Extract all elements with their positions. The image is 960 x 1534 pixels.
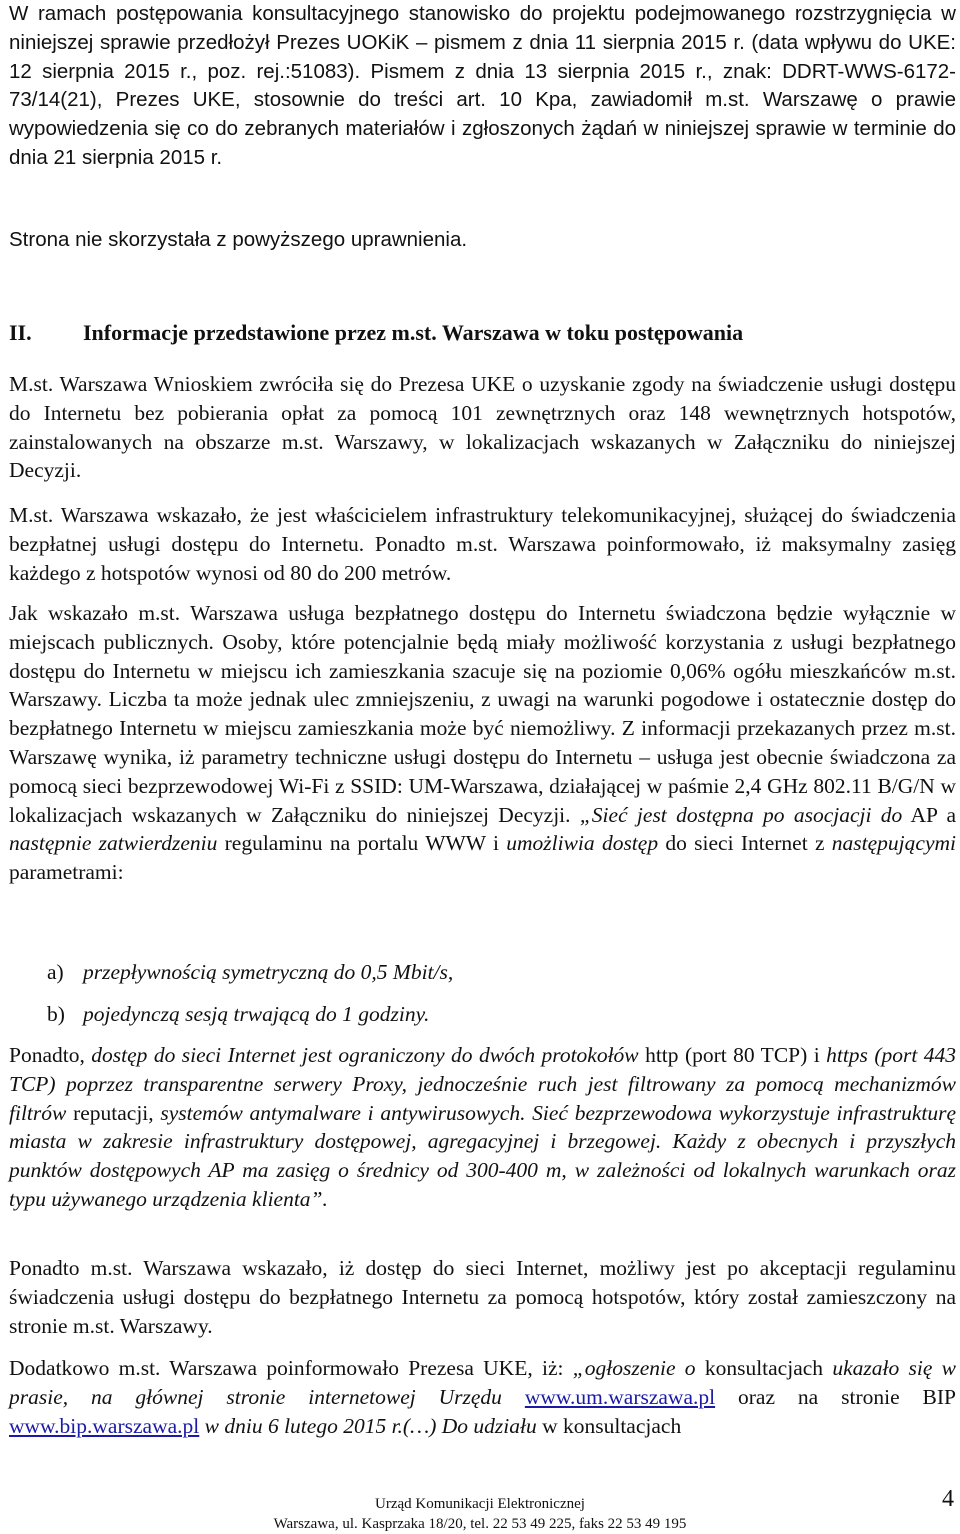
paragraph-text: Jak wskazało m.st. Warszawa usługa bezpłatnego dostępu do Internetu świadczona będzie wyłącznie w miejscach publicznych. Osoby, które potencjalnie będą miały możliwość korzystania z usługi bezpłatnego dostępu do Internetu w miejscu ich zamieszkania szacuje się na poziomie 0,06% ogółu mieszkańców m.st. Warszawy. Liczba ta może jednak ulec zmniejszeniu, z uwagi na warunki pogodowe i ostatecznie dostęp do bezpłatnego Internetu w miejscu zamieszkania może być niemożliwy. Z informacji przekazanych przez m.st. Warszawę wynika, iż parametry techniczne usługi dostępu do Internetu – usługa jest obecnie świadczona za pomocą sieci bezprzewodowej Wi-Fi z SSID: UM-Warszawa, działającej w paśmie 2,4 GHz 802.11 B/G/N w lokalizacjach wskazanych w Załączniku do niniejszej Decyzji. <box>9 601 956 827</box>
quote-text: następującymi <box>831 831 956 856</box>
paragraph-text: Dodatkowo m.st. Warszawa poinformowało Prezesa UKE, iż: <box>9 1356 573 1380</box>
page-number: 4 <box>942 1486 954 1512</box>
paragraph-application: M.st. Warszawa Wnioskiem zwróciła się do Prezesa UKE o uzyskanie zgody na świadczenie usługi dostępu do Internetu bez pobierania opłat za pomocą 101 zewnętrznych oraz 148 wewnętrznych hotspotów, zainstalowanych na obszarze m.st. Warszawy, w lokalizacjach wskazanych w Załączniku do niniejszej Decyzji. <box>9 372 956 483</box>
page-footer <box>0 1494 960 1534</box>
link-um-warszawa[interactable]: www.um.warszawa.pl <box>524 1384 716 1409</box>
paragraph-text: w konsultacjach <box>536 1413 682 1438</box>
quote-text: umożliwia dostęp <box>506 831 659 856</box>
paragraph-text: Ponadto, <box>9 1043 92 1067</box>
quote-text: https (port 443 TCP) poprzez transparentne serwery Proxy, jednocześnie ruch jest filtrowany za pomocą mechanizmów filtrów <box>9 1043 956 1125</box>
paragraph-text: parametrami: <box>9 860 124 885</box>
paragraph-service-details <box>9 599 956 887</box>
quote-text: następnie zatwierdzeniu <box>9 831 218 856</box>
paragraph-text: reputacji, <box>66 1100 161 1125</box>
quote-text: dostęp do sieci Internet jest ograniczony do dwóch protokołów <box>91 1043 639 1067</box>
paragraph-consultation <box>9 0 956 173</box>
paragraph-text: W ramach postępowania konsultacyjnego stanowisko do projektu podejmowanego rozstrzygnięcia w niniejszej sprawie przedłożył Prezes UOKiK – pismem z dnia 11 sierpnia 2015 r. (data wpływu do UKE: 12 sierpnia 2015 r., poz. rej.:51083). Pismem z dnia 13 sierpnia 2015 r., znak: DDRT-WWS-6172-73/14(21), Prezes UKE, stosownie do treści art. 10 Kpa, zawiadomił m.st. Warszawę o prawie wypowiedzenia się co do zebranych materiałów i zgłoszonych żądań w niniejszej sprawie w terminie do dnia 21 sierpnia 2015 r. <box>9 2 956 169</box>
footer-address: Warszawa, ul. Kasprzaka 18/20, tel. 22 53 49 225, faks 22 53 49 195 <box>273 1516 687 1532</box>
list-item <box>9 958 956 987</box>
link-bip-warszawa[interactable]: www.bip.warszawa.pl <box>9 1413 200 1438</box>
quote-text: ukazało się w prasie, na głównej stronie internetowej Urzędu <box>9 1356 956 1409</box>
parameter-list <box>9 958 956 1042</box>
paragraph-text: konsultacjach <box>695 1356 833 1380</box>
paragraph-text: do sieci Internet z <box>658 831 832 856</box>
paragraph-text: oraz na stronie BIP <box>715 1384 956 1409</box>
paragraph-text: regulaminu na portalu WWW i <box>217 831 507 856</box>
list-item-label: b) <box>47 1001 65 1026</box>
list-item-text: pojedynczą sesją trwającą do 1 godziny. <box>83 1001 430 1026</box>
paragraph-text: http (port 80 TCP) i <box>638 1043 827 1067</box>
list-item-text: przepływnością symetryczną do 0,5 Mbit/s, <box>83 960 454 984</box>
list-item-label: a) <box>47 960 64 984</box>
paragraph-text <box>502 1385 525 1409</box>
footer-institution: Urząd Komunikacji Elektronicznej <box>375 1496 585 1512</box>
quote-text: systemów antymalware i antywirusowych. Sieć bezprzewodowa wykorzystuje infrastrukturę miasta w zakresie infrastruktury dostępowej, agregacyjnej i brzegowej. Każdy z obecnych i przyszłych punktów dostępowych AP ma zasięg o średnicy od 300-400 m, w zależności od lokalnych warunkach oraz typu używanego urządzenia klienta”. <box>9 1100 956 1211</box>
quote-text: „ogłoszenie o <box>572 1356 696 1380</box>
quote-text: w dniu 6 lutego 2015 r.(…) Do udziału <box>199 1413 537 1438</box>
section-heading <box>9 318 956 348</box>
paragraph-party-response: Strona nie skorzystała z powyższego uprawnienia. <box>9 228 468 251</box>
quote-text: „Sieć jest dostępna po asocjacji do <box>579 802 903 827</box>
paragraph-text: AP a <box>902 802 956 827</box>
paragraph-protocols <box>9 1041 956 1214</box>
section-number: II. <box>9 320 32 345</box>
paragraph-infrastructure: M.st. Warszawa wskazało, że jest właścicielem infrastruktury telekomunikacyjnej, służącej do świadczenia bezpłatnej usługi dostępu do Internetu. Ponadto m.st. Warszawa poinformowało, iż maksymalny zasięg każdego z hotspotów wynosi od 80 do 200 metrów. <box>9 503 956 585</box>
section-title: Informacje przedstawione przez m.st. Warszawa w toku postępowania <box>83 320 744 345</box>
paragraph-regulations: Ponadto m.st. Warszawa wskazało, iż dostęp do sieci Internet, możliwy jest po akceptacji regulaminu świadczenia usługi dostępu do bezpłatnego Internetu za pomocą hotspotów, który został zamieszczony na stronie m.st. Warszawy. <box>9 1256 956 1338</box>
list-item <box>9 1000 956 1029</box>
paragraph-additional-info <box>9 1354 956 1440</box>
